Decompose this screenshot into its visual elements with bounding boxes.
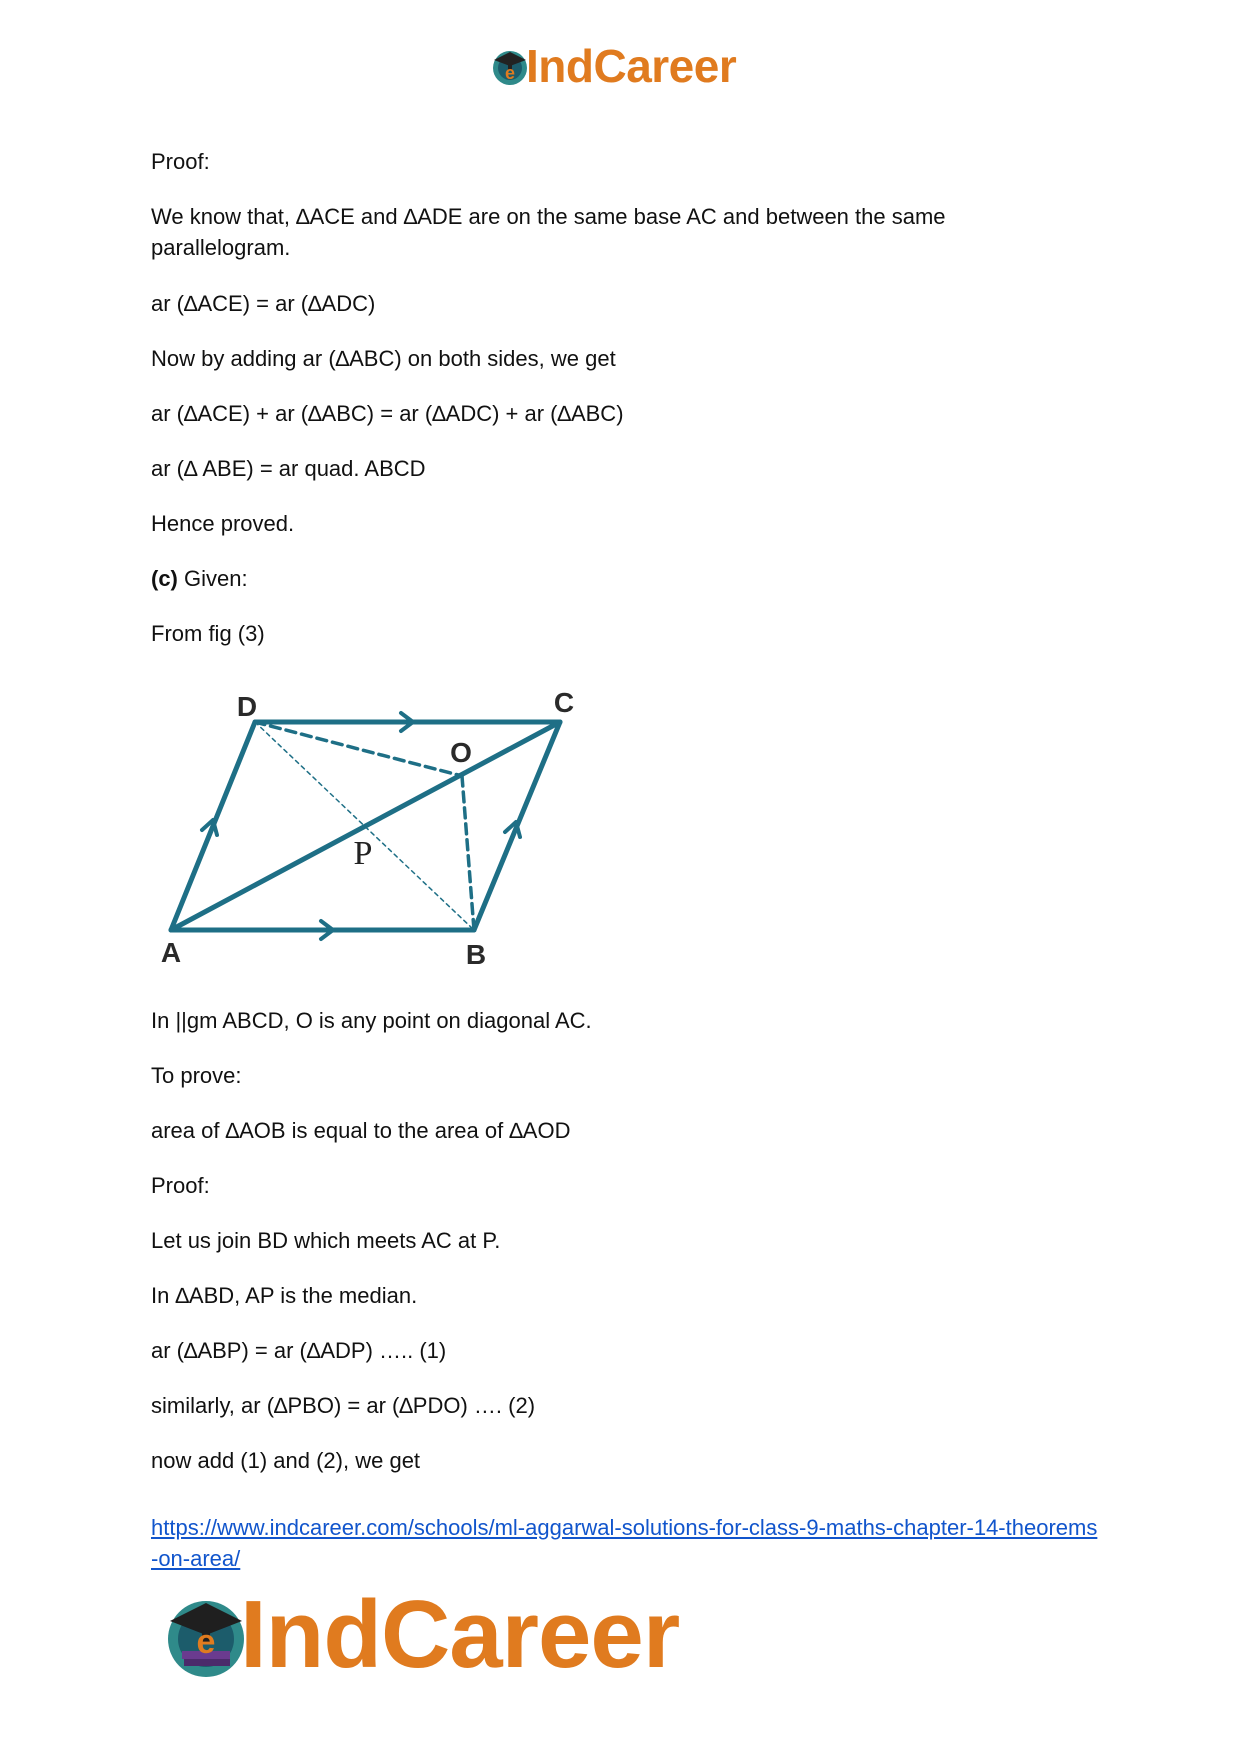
footer-brand-name: IndCareer — [240, 1581, 680, 1688]
paragraph-to-prove: To prove: — [151, 1063, 242, 1088]
paragraph-conclusion: Hence proved. — [151, 511, 295, 536]
paragraph-equation: ar (∆ABP) = ar (∆ADP) ….. (1) — [151, 1338, 447, 1363]
paragraph-part-c — [151, 563, 248, 594]
paragraph-equation: ar (∆ACE) + ar (∆ABC) = ar (∆ADC) + ar (∆ABC) — [151, 401, 624, 426]
paragraph-equation: ar (∆ ABE) = ar quad. ABCD — [151, 456, 426, 481]
segment-do — [255, 722, 462, 776]
segment-ob — [462, 776, 474, 930]
paragraph-proof: Proof: — [151, 1173, 210, 1198]
vertex-label-d: D — [236, 691, 258, 722]
part-label: (c) — [151, 566, 178, 591]
paragraph-step: Let us join BD which meets AC at P. — [151, 1228, 501, 1253]
vertex-label-b: B — [465, 939, 487, 970]
header-brand-name: IndCareer — [526, 40, 737, 92]
svg-text:e: e — [196, 1623, 216, 1661]
paragraph-equation: ar (∆ACE) = ar (∆ADC) — [151, 291, 376, 316]
part-text: Given: — [177, 566, 248, 591]
vertex-label-p: P — [353, 835, 373, 872]
paragraph-equation: similarly, ar (∆PBO) = ar (∆PDO) …. (2) — [151, 1393, 536, 1418]
paragraph-given: In ||gm ABCD, O is any point on diagonal AC. — [151, 1008, 592, 1033]
paragraph-figure-ref: From fig (3) — [151, 621, 265, 646]
vertex-label-o: O — [450, 737, 472, 768]
footer-logo — [160, 1581, 680, 1688]
parallelogram-figure — [151, 684, 601, 984]
vertex-label-c: C — [553, 687, 575, 718]
paragraph-proof: Proof: — [151, 149, 210, 174]
paragraph-step: In ∆ABD, AP is the median. — [151, 1283, 418, 1308]
svg-text:e: e — [504, 63, 516, 83]
source-link[interactable]: https://www.indcareer.com/schools/ml-aggarwal-solutions-for-class-9-maths-chapter-14-theorems-on-area/ — [151, 1515, 1098, 1571]
paragraph-step: now add (1) and (2), we get — [151, 1448, 421, 1473]
paragraph-step: Now by adding ar (∆ABC) on both sides, we get — [151, 346, 616, 371]
paragraph-statement: We know that, ∆ACE and ∆ADE are on the same base AC and between the same parallelogram. — [151, 204, 946, 260]
paragraph-claim: area of ∆AOB is equal to the area of ∆AOD — [151, 1118, 571, 1143]
globe-graduation-cap-icon — [160, 1589, 252, 1681]
vertex-label-a: A — [160, 937, 182, 968]
header-logo — [488, 40, 736, 92]
